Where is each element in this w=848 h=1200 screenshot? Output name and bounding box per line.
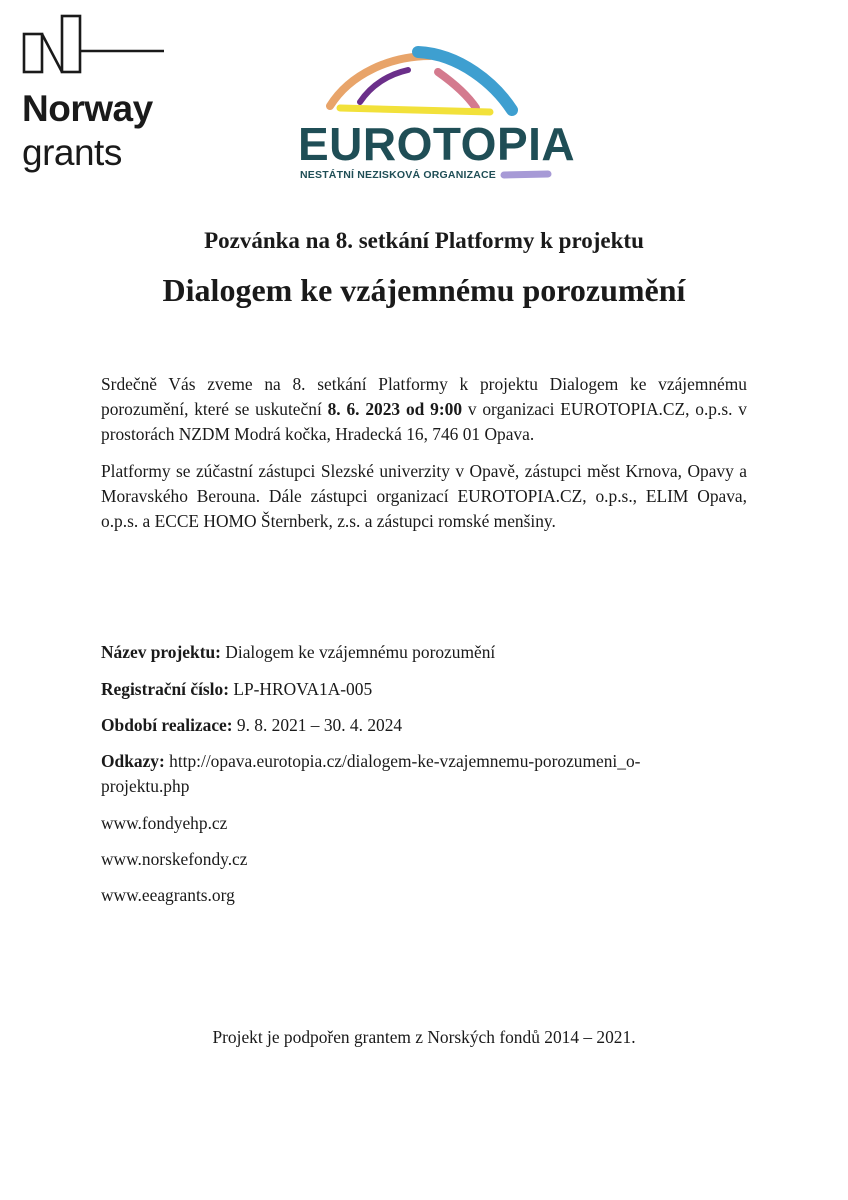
- link-eeagrants[interactable]: www.eeagrants.org: [101, 885, 235, 905]
- links-label: Odkazy:: [101, 751, 165, 771]
- invitation-text-before: Srdečně Vás zveme na 8. setkání Platformy k projektu Dialogem ke vzájemnému porozumění, které se uskuteční: [101, 374, 747, 419]
- project-url-link-continued[interactable]: projektu.php: [101, 776, 190, 796]
- link-norskefondy[interactable]: www.norskefondy.cz: [101, 849, 248, 869]
- registration-number-line: [101, 677, 751, 702]
- participants-paragraph: Platformy se zúčastní zástupci Slezské univerzity v Opavě, zástupci měst Krnova, Opavy a Moravského Berouna. Dále zástupci organizací EUROTOPIA.CZ, o.p.s., ELIM Opava, o.p.s. a ECCE HOMO Šternberk, z.s. a zástupci romské menšiny.: [101, 461, 747, 531]
- norway-logo-line1: Norway: [22, 88, 153, 129]
- eurotopia-logo-name: EUROTOPIA: [298, 118, 576, 170]
- project-name-line: [101, 640, 751, 665]
- norway-grants-mark-icon: [22, 14, 167, 76]
- project-name-value: Dialogem ke vzájemnému porozumění: [220, 642, 496, 662]
- realization-period-line: [101, 713, 751, 738]
- invitation-title: Pozvánka na 8. setkání Platformy k projektu: [204, 228, 644, 253]
- project-name-label: Název projektu:: [101, 642, 221, 662]
- link-fondyehp[interactable]: www.fondyehp.cz: [101, 813, 228, 833]
- eurotopia-logo-subtitle: NESTÁTNÍ NEZISKOVÁ ORGANIZACE: [300, 169, 496, 181]
- project-title: Dialogem ke vzájemnému porozumění: [162, 272, 686, 308]
- realization-period-label: Období realizace:: [101, 715, 233, 735]
- registration-number-value: LP-HROVA1A-005: [228, 679, 373, 699]
- meeting-date-time: 8. 6. 2023 od 9:00: [327, 399, 463, 419]
- project-url-link[interactable]: http://opava.eurotopia.cz/dialogem-ke-vzajemnemu-porozumeni_o-: [164, 751, 641, 771]
- invitation-paragraph: [101, 372, 747, 447]
- links-line: [101, 749, 751, 799]
- registration-number-label: Registrační číslo:: [101, 679, 229, 699]
- funding-footer: Projekt je podpořen grantem z Norských fondů 2014 – 2021.: [212, 1027, 636, 1047]
- norway-logo-line2: grants: [22, 132, 122, 173]
- eurotopia-logo: [290, 44, 576, 184]
- norway-grants-logo: [22, 14, 172, 174]
- invitation-text-after: v organizaci EUROTOPIA.CZ, o.p.s. v prostorách NZDM Modrá kočka, Hradecká 16, 746 01 Opava.: [101, 399, 747, 444]
- realization-period-value: 9. 8. 2021 – 30. 4. 2024: [232, 715, 403, 735]
